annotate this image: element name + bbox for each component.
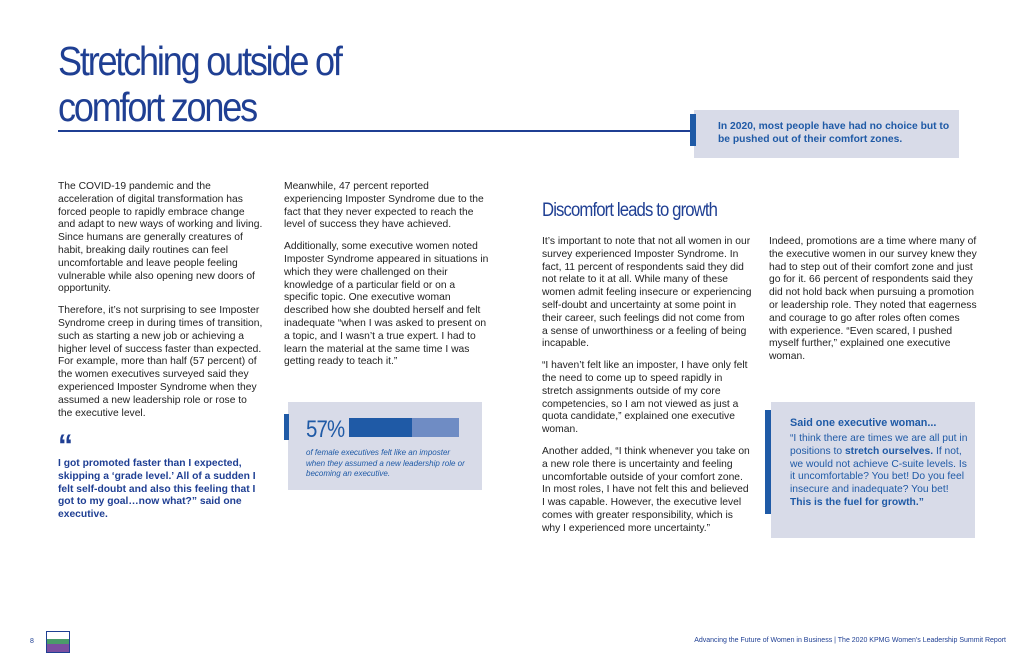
page-title: [58, 38, 428, 130]
col4-paragraph-1: Indeed, promotions are a time where many of the executive women in our survey knew they had to step out of their comfort zone and just go for it. 66 percent of respondents said they did not hold back when pursuing a promotion or leadership role. They noted that eagerness and courage to go after roles often comes with experience. “Even scared, I pushed myself further,” explained one executive woman.: [769, 236, 977, 363]
sidebar-quote-part-1: “I think there are times we are all put in positions to: [790, 433, 968, 457]
page-title-line-2: comfort zones: [58, 84, 256, 130]
sidebar-quote-bold-2: This is the fuel for growth.”: [790, 496, 924, 508]
summit-logo-icon: [46, 631, 70, 653]
footer-text: Advancing the Future of Women in Business | The 2020 KPMG Women’s Leadership Summit Report: [694, 637, 1006, 644]
page-title-line-1: Stretching outside of: [58, 38, 341, 84]
sidebar-accent-bar: [765, 410, 771, 514]
col1-paragraph-2: Therefore, it’s not surprising to see Imposter Syndrome creep in during times of transition, such as starting a new job or achieving a higher level of success faster than expected. For example, more than half (57 percent) of the women executives surveyed said they experienced Imposter Syndrome when they assumed a new leadership role or rose to the executive level.: [58, 305, 263, 419]
pull-quote: I got promoted faster than I expected, skipping a ‘grade level.’ All of a sudden I felt self-doubt and also this feeling that I got to my goal…now what?” said one executive.: [58, 458, 256, 521]
sidebar-quote-part-2: If not, we would not achieve C-suite levels. Is it uncomfortable? You bet! Do you feel insecure and inadequate? You bet!: [790, 445, 967, 496]
column-4: [769, 236, 979, 373]
col1-paragraph-1: The COVID-19 pandemic and the acceleration of digital transformation has forced people to rapidly embrace change and adapt to new ways of working and living. Since humans are generally creatures of habit, breaking daily routines can feel uncomfortable and leave people feeling vulnerable while also opening new doors of opportunity.: [58, 181, 263, 295]
col2-paragraph-2: Additionally, some executive women noted Imposter Syndrome appeared in situations in which they were challenged on their knowledge of a particular field or on a specific topic. One executive woman described how she doubted herself and felt inadequate “when I was asked to present on a topic, and I wasn’t a true expert. I had to learn the material at the same time I was getting ready to teach it.”: [284, 241, 489, 368]
stat-bar-fill: [349, 418, 412, 437]
col3-paragraph-2: “I haven’t felt like an imposter, I have only felt the need to come up to speed rapidly in stretch assignments outside of my core competencies, so I am not viewed as just a quota candidate,” explained one executive woman.: [542, 360, 748, 436]
stat-caption: of female executives felt like an imposter when they assumed a new leadership role or becoming an executive.: [306, 448, 465, 478]
sidebar-quote-bold-1: stretch ourselves.: [844, 445, 934, 457]
stat-value: 57%: [306, 416, 345, 443]
section-heading: Discomfort leads to growth: [542, 200, 718, 221]
stat-accent-bar: [284, 414, 289, 440]
column-2: [284, 181, 489, 378]
sidebar-quote-text: [790, 433, 968, 510]
col3-paragraph-3: Another added, “I think whenever you take on a new role there is uncertainty and feeling uncomfortable outside of your comfort zone. In most roles, I have not felt this and believed I was capable. However, the executive level comes with greater responsibility, which is why I experienced more uncertainty.”: [542, 445, 750, 534]
col3-paragraph-1: It’s important to note that not all women in our survey experienced Imposter Syndrome. In fact, 11 percent of respondents said they did not relate to it at all. While many of these women admit feeling insecure or experiencing self-doubt and uncertainty at some point in their career, such feelings did not come from a sense of unworthiness or a feeling of being incapable.: [542, 236, 752, 350]
quote-mark-icon: “: [58, 429, 73, 462]
callout-text: In 2020, most people have had no choice but to be pushed out of their comfort zones.: [718, 121, 950, 145]
page-number: 8: [30, 638, 34, 645]
col2-paragraph-1: Meanwhile, 47 percent reported experiencing Imposter Syndrome due to the fact that they never expected to reach the level of success they have achieved.: [284, 181, 484, 231]
column-1: [58, 181, 263, 429]
sidebar-quote-heading: Said one executive woman...: [790, 417, 937, 429]
title-rule: [58, 130, 693, 132]
column-3: [542, 236, 752, 545]
callout-accent-bar: [690, 114, 696, 146]
